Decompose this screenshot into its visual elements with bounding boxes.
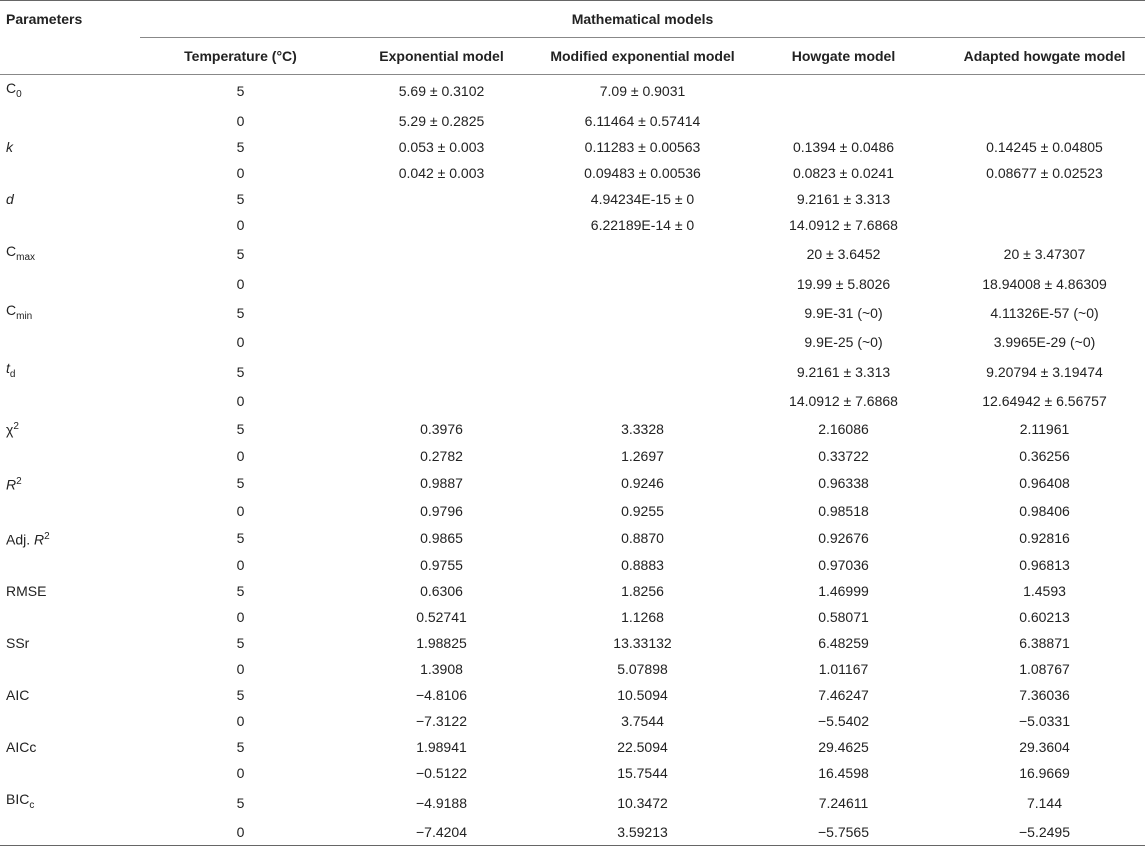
howgate-cell: 14.0912 ± 7.6868 [789,393,898,410]
modified-exponential-cell: 7.09 ± 0.9031 [599,83,686,100]
exponential-cell [341,297,542,330]
parameter-cell [0,388,140,414]
parameter-superscript: 2 [16,475,22,487]
adapted-howgate-cell: 0.60213 [1019,609,1070,626]
temperature-cell: 5 [236,635,245,652]
howgate-cell: 9.2161 ± 3.313 [796,363,891,380]
table-row [0,819,1145,846]
exponential-cell: 0.9887 [420,475,463,492]
exponential-cell: 0.9755 [420,557,463,574]
table-row [0,271,1145,297]
table-row [0,443,1145,469]
modified-exponential-cell: 13.33132 [613,635,672,652]
parameter-subscript: min [16,310,33,322]
exponential-cell: 0.3976 [420,420,463,437]
modified-exponential-cell: 0.8883 [621,557,664,574]
temperature-cell: 5 [236,794,245,811]
howgate-cell: −5.5402 [818,713,869,730]
modified-exponential-cell: 0.9255 [621,502,664,519]
exponential-cell: 1.3908 [420,661,463,678]
adapted-howgate-cell: 0.96408 [1019,475,1070,492]
modified-exponential-cell [542,388,743,414]
adapted-howgate-cell: 29.3604 [1019,739,1070,756]
parameter-subscript: d [9,369,16,381]
adapted-howgate-cell: 0.14245 ± 0.04805 [986,138,1103,155]
adapted-howgate-cell: 0.98406 [1019,502,1070,519]
exponential-cell [341,388,542,414]
parameter-cell [0,656,140,682]
table-row [0,75,1145,108]
exponential-cell: 0.2782 [420,447,463,464]
table-row [0,388,1145,414]
models-group-header: Mathematical models [571,11,714,27]
temperature-cell: 5 [236,304,245,321]
table-row [0,630,1145,656]
temperature-cell: 5 [236,83,245,100]
modified-exponential-cell: 1.2697 [621,447,664,464]
howgate-cell: 9.9E-25 (~0) [804,334,883,351]
modified-exponential-cell: 3.59213 [617,823,668,840]
parameter-symbol: AIC [6,687,30,704]
exponential-cell: 0.9796 [420,502,463,519]
parameter-symbol: C [6,80,17,96]
table-row [0,186,1145,212]
table-row [0,604,1145,630]
howgate-cell [743,75,944,108]
howgate-cell: 0.58071 [818,609,869,626]
modified-exponential-cell [542,355,743,388]
modified-exponential-cell: 3.7544 [621,713,664,730]
howgate-cell: 20 ± 3.6452 [806,246,881,263]
temperature-cell: 0 [236,609,245,626]
parameter-symbol: C [6,242,17,259]
howgate-cell: 0.97036 [818,557,869,574]
table-row [0,469,1145,498]
modified-exponential-cell: 1.1268 [621,609,664,626]
parameter-symbol: χ [6,421,14,438]
temperature-cell: 0 [236,661,245,678]
parameter-cell [0,604,140,630]
temperature-cell: 5 [236,246,245,263]
modified-exponential-cell: 0.9246 [621,475,664,492]
parameter-symbol: RMSE [6,583,47,600]
temperature-cell: 5 [236,138,245,155]
howgate-cell [743,108,944,134]
temperature-cell: 0 [236,216,245,233]
exponential-header: Exponential model [341,38,542,75]
table-row [0,552,1145,578]
adapted-howgate-cell: −5.2495 [1019,823,1070,840]
howgate-cell: 0.1394 ± 0.0486 [792,138,895,155]
modified-exponential-cell: 10.5094 [617,687,668,704]
howgate-cell: 7.24611 [818,794,869,811]
table-row [0,656,1145,682]
adapted-howgate-cell [944,212,1145,238]
temperature-cell: 0 [236,275,245,292]
modified-exponential-cell: 0.8870 [621,529,664,546]
table-row [0,355,1145,388]
exponential-cell [341,186,542,212]
howgate-cell: 0.96338 [818,475,869,492]
exponential-cell: 0.053 ± 0.003 [398,138,485,155]
adapted-howgate-cell: 1.08767 [1019,661,1070,678]
parameter-symbol: k [6,138,13,155]
adapted-howgate-cell: 0.36256 [1019,447,1070,464]
modified-exponential-cell: 6.22189E-14 ± 0 [590,216,695,233]
temperature-cell: 0 [236,502,245,519]
header-row-group [0,1,1145,38]
header-row-columns [0,38,1145,75]
table-row [0,297,1145,330]
adapted-howgate-cell: 0.96813 [1019,557,1070,574]
exponential-cell: −7.4204 [416,823,467,840]
exponential-cell: 5.29 ± 0.2825 [398,112,485,129]
modified-exponential-cell: 22.5094 [617,739,668,756]
adapted-howgate-cell [944,108,1145,134]
modified-exponential-cell [542,271,743,297]
parameter-cell [0,212,140,238]
temperature-cell: 5 [236,739,245,756]
howgate-cell: 7.46247 [818,687,869,704]
temperature-cell: 0 [236,823,245,840]
parameter-symbol: R [34,531,45,548]
modified-exponential-cell: 1.8256 [621,583,664,600]
adapted-howgate-cell [944,75,1145,108]
table-row [0,734,1145,760]
parameter-cell [0,443,140,469]
parameter-cell [0,329,140,355]
temperature-cell: 0 [236,112,245,129]
howgate-cell: 1.46999 [818,583,869,600]
table-row [0,329,1145,355]
parameter-cell [0,708,140,734]
howgate-cell: 16.4598 [818,765,869,782]
header-blank [0,38,140,75]
howgate-cell: 9.2161 ± 3.313 [796,190,891,207]
adapted-howgate-cell: 9.20794 ± 3.19474 [986,363,1103,380]
howgate-header: Howgate model [743,38,944,75]
exponential-cell: 0.52741 [416,609,467,626]
adapted-howgate-cell: 7.144 [1026,794,1063,811]
modified-exponential-cell [542,329,743,355]
parameter-subscript: max [16,251,36,263]
exponential-cell [341,212,542,238]
parameter-symbol: R [6,476,17,493]
adapted-howgate-cell: 16.9669 [1019,765,1070,782]
parameter-cell [0,186,140,212]
adapted-howgate-cell: 4.11326E-57 (~0) [990,304,1099,321]
parameter-symbol: AICc [6,739,37,756]
table-row [0,134,1145,160]
table-row [0,414,1145,443]
temperature-cell: 5 [236,420,245,437]
adapted-howgate-cell: 2.11961 [1019,420,1070,437]
table-row [0,760,1145,786]
howgate-cell: 19.99 ± 5.8026 [796,275,891,292]
exponential-cell: −4.9188 [416,794,467,811]
temperature-cell: 0 [236,164,245,181]
howgate-cell: 1.01167 [818,661,869,678]
exponential-cell [341,271,542,297]
table-row [0,786,1145,819]
modified-exponential-cell [542,238,743,271]
modified-exponential-cell [542,297,743,330]
parameter-subscript: 0 [16,88,22,100]
howgate-cell: 0.98518 [818,502,869,519]
modified-exponential-cell: 15.7544 [617,765,668,782]
parameter-symbol: BIC [6,791,30,808]
parameter-cell [0,682,140,708]
modified-exponential-cell: 4.94234E-15 ± 0 [590,190,695,207]
modified-exponential-cell: 6.11464 ± 0.57414 [584,112,701,129]
exponential-cell: −7.3122 [416,713,467,730]
temperature-cell: 0 [236,765,245,782]
parameter-cell [0,819,140,846]
exponential-cell: 0.6306 [420,583,463,600]
parameter-symbol: d [6,190,14,207]
parameter-cell [0,552,140,578]
exponential-cell: 0.9865 [420,529,463,546]
adapted-howgate-cell [944,186,1145,212]
parameter-prefix: Adj. [6,531,35,548]
temperature-header: Temperature (°C) [140,38,341,75]
howgate-cell: 14.0912 ± 7.6868 [789,216,898,233]
parameter-cell [0,160,140,186]
table-body [0,75,1145,846]
table-row [0,578,1145,604]
adapted-howgate-cell: 20 ± 3.47307 [1003,246,1086,263]
parameter-cell [0,414,140,443]
table-row [0,108,1145,134]
table-row [0,160,1145,186]
adapted-howgate-cell: 0.92816 [1019,529,1070,546]
exponential-cell: −0.5122 [416,765,467,782]
adapted-howgate-cell: 0.08677 ± 0.02523 [986,164,1103,181]
modified-exponential-header: Modified exponential model [542,38,743,75]
howgate-cell: 0.0823 ± 0.0241 [792,164,895,181]
parameter-cell [0,524,140,553]
temperature-cell: 0 [236,713,245,730]
adapted-howgate-cell: 18.94008 ± 4.86309 [982,275,1107,292]
parameter-cell [0,498,140,524]
parameter-cell [0,786,140,819]
table-row [0,238,1145,271]
adapted-howgate-header: Adapted howgate model [944,38,1145,75]
modified-exponential-cell: 3.3328 [621,420,664,437]
howgate-cell: 0.33722 [818,447,869,464]
parameter-subscript: c [29,799,35,811]
howgate-cell: 6.48259 [818,635,869,652]
temperature-cell: 5 [236,363,245,380]
adapted-howgate-cell: 3.9965E-29 (~0) [993,334,1096,351]
parameter-cell [0,271,140,297]
temperature-cell: 5 [236,529,245,546]
exponential-cell [341,238,542,271]
table-row [0,708,1145,734]
howgate-cell: 0.92676 [818,529,869,546]
modified-exponential-cell: 10.3472 [617,794,668,811]
modified-exponential-cell: 0.09483 ± 0.00536 [584,164,701,181]
modified-exponential-cell: 0.11283 ± 0.00563 [584,138,701,155]
parameter-cell [0,760,140,786]
adapted-howgate-cell: 12.64942 ± 6.56757 [982,393,1107,410]
adapted-howgate-cell: 7.36036 [1019,687,1070,704]
parameter-cell [0,630,140,656]
howgate-cell: 9.9E-31 (~0) [804,304,883,321]
parameter-cell [0,108,140,134]
adapted-howgate-cell: 6.38871 [1019,635,1070,652]
parameter-symbol: C [6,301,17,318]
table-row [0,212,1145,238]
parameter-cell [0,469,140,498]
parameters-header: Parameters [6,11,83,28]
parameter-cell [0,578,140,604]
table-row [0,524,1145,553]
parameter-symbol: SSr [6,635,30,652]
howgate-cell: 2.16086 [818,420,869,437]
parameter-cell [0,355,140,388]
exponential-cell: 0.042 ± 0.003 [398,164,485,181]
temperature-cell: 0 [236,557,245,574]
parameter-cell [0,734,140,760]
temperature-cell: 0 [236,334,245,351]
parameter-superscript: 2 [13,421,19,433]
parameter-cell [0,75,140,108]
temperature-cell: 5 [236,687,245,704]
temperature-cell: 0 [236,393,245,410]
temperature-cell: 5 [236,190,245,207]
table-row [0,682,1145,708]
howgate-cell: 29.4625 [818,739,869,756]
parameter-cell [0,238,140,271]
exponential-cell [341,355,542,388]
howgate-cell: −5.7565 [818,823,869,840]
modified-exponential-cell: 5.07898 [617,661,668,678]
adapted-howgate-cell: −5.0331 [1019,713,1070,730]
temperature-cell: 5 [236,583,245,600]
temperature-cell: 5 [236,475,245,492]
exponential-cell: 5.69 ± 0.3102 [398,83,485,100]
parameter-symbol: t [6,360,10,377]
parameter-superscript: 2 [44,530,50,542]
exponential-cell: 1.98941 [416,739,467,756]
exponential-cell [341,329,542,355]
table-row [0,498,1145,524]
parameter-cell [0,134,140,160]
adapted-howgate-cell: 1.4593 [1023,583,1066,600]
exponential-cell: −4.8106 [416,687,467,704]
temperature-cell: 0 [236,447,245,464]
exponential-cell: 1.98825 [416,635,467,652]
parameter-cell [0,297,140,330]
